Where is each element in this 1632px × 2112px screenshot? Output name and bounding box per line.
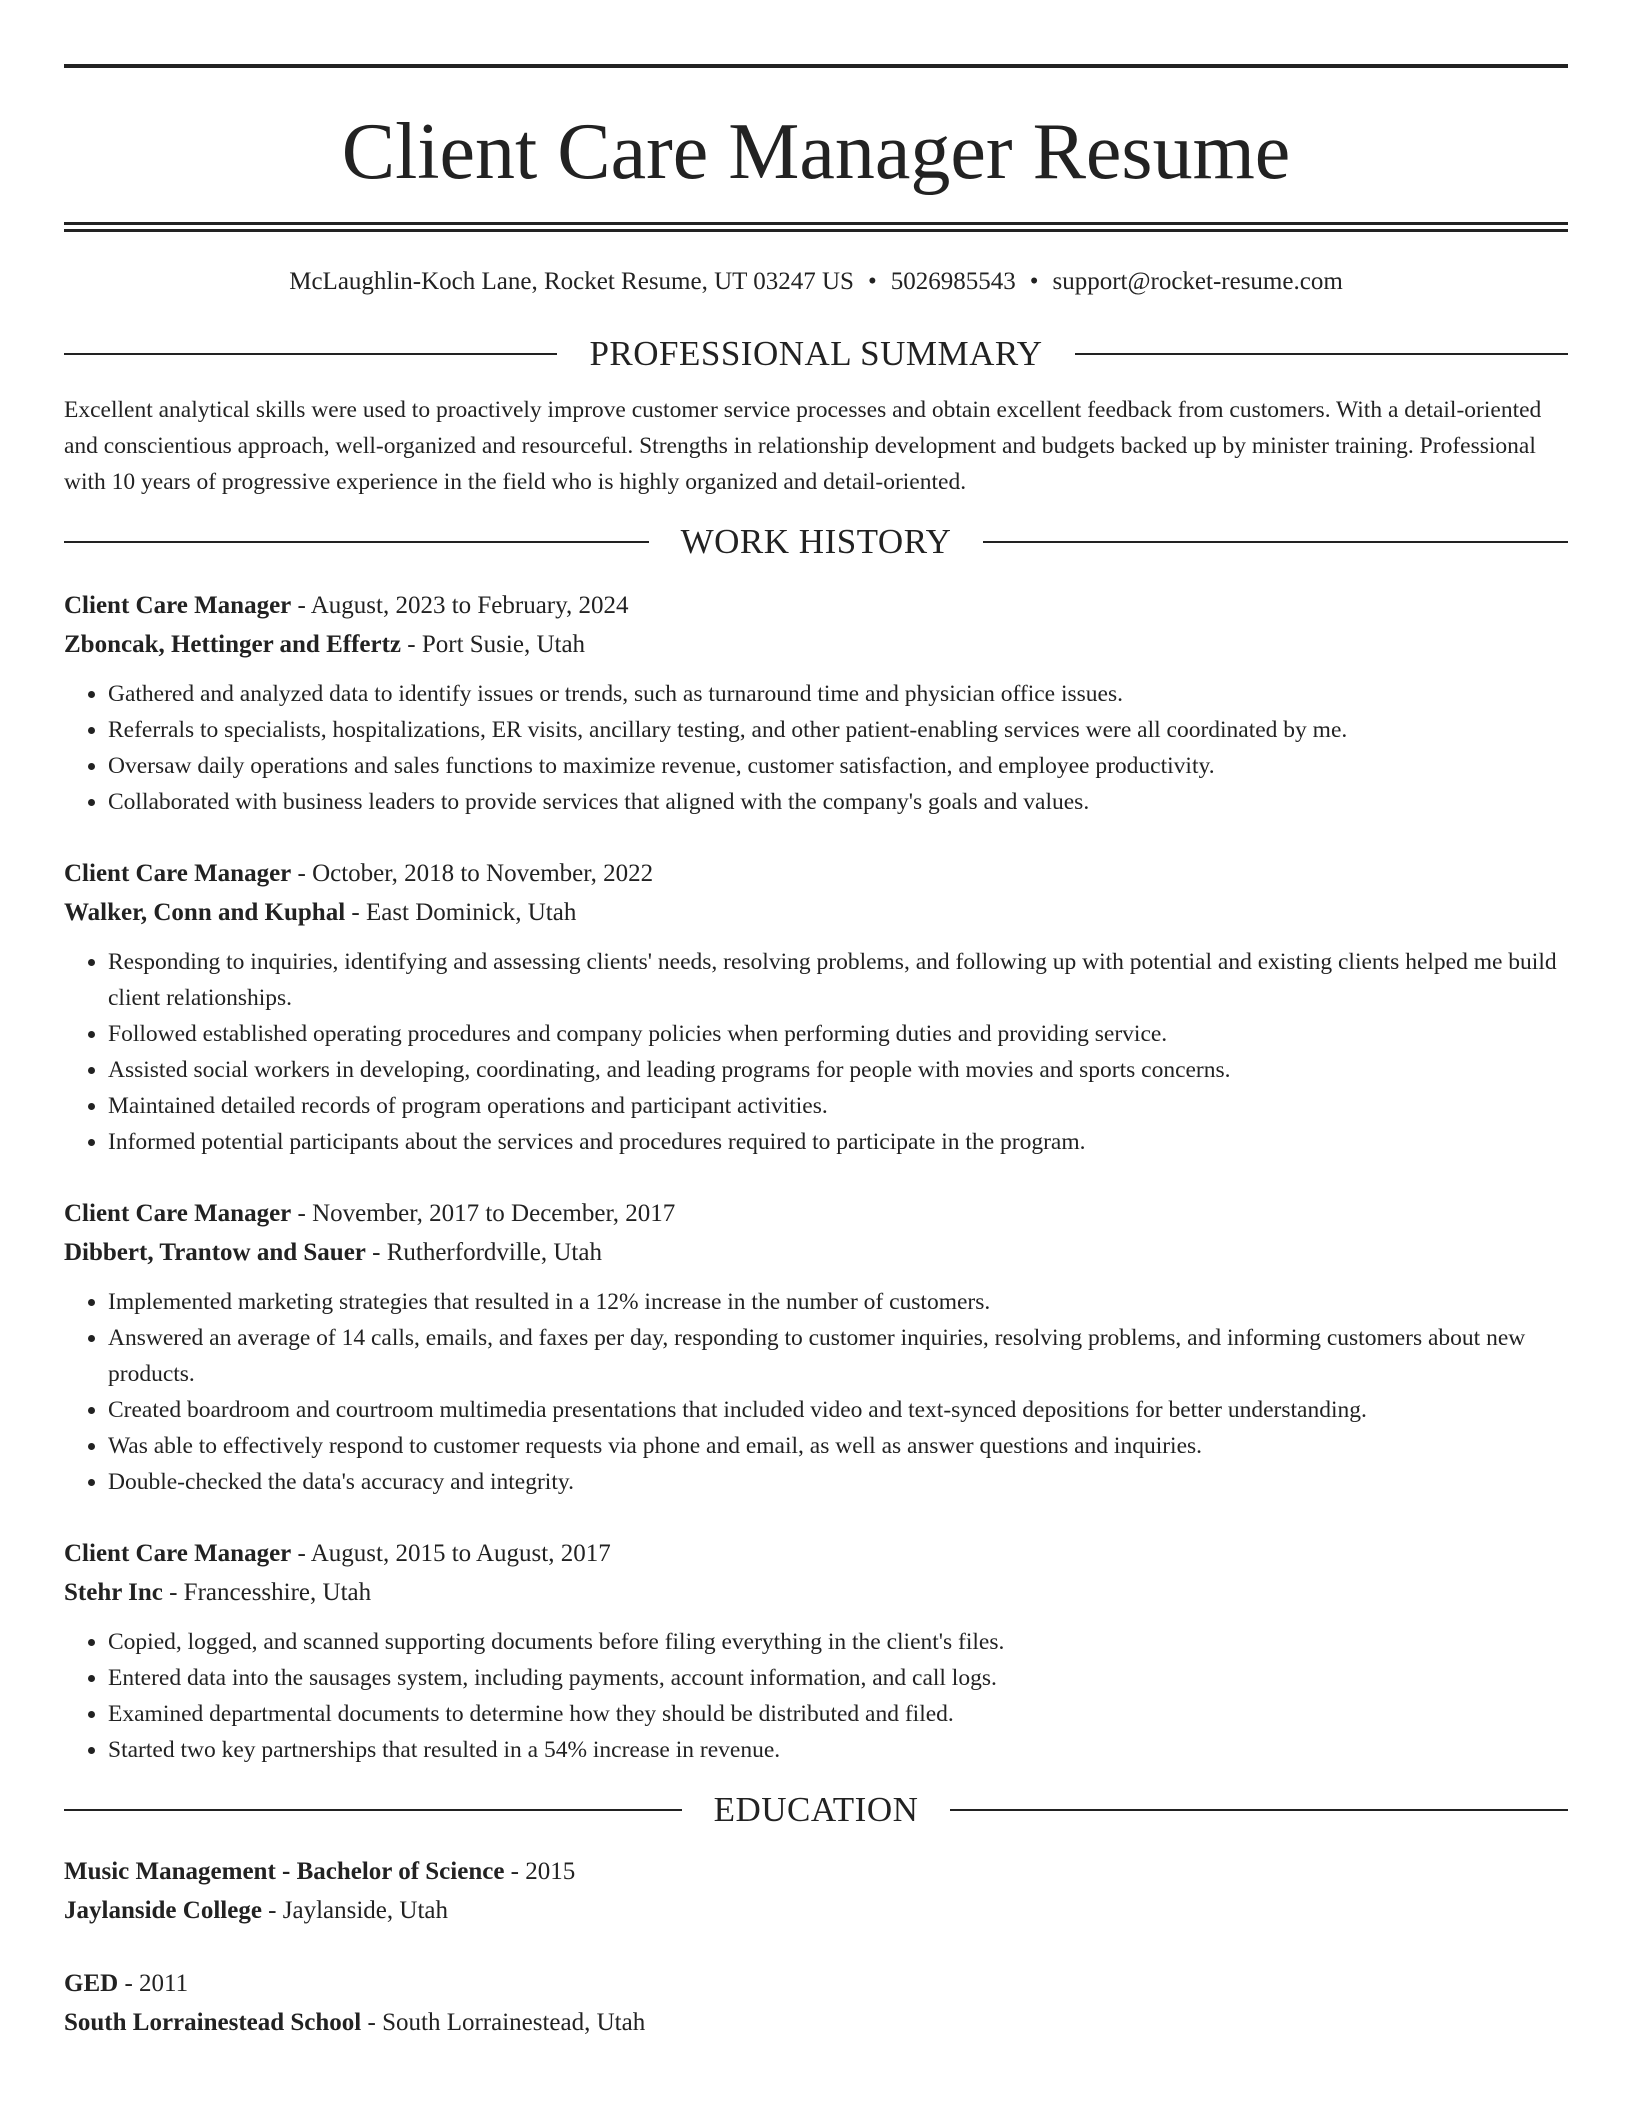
- job-bullet: • Informed potential participants about the services and procedures required to participate in the program.: [108, 1124, 1568, 1160]
- contact-address: McLaughlin-Koch Lane, Rocket Resume, UT 03247 US: [289, 268, 854, 295]
- job-dates: - August, 2015 to August, 2017: [291, 1540, 611, 1567]
- job-title: Client Care Manager: [64, 592, 292, 619]
- education-entry: [64, 1964, 1568, 2042]
- education-school: Jaylanside College: [64, 1897, 262, 1924]
- job-bullet: • Assisted social workers in developing, coordinating, and leading programs for people with movies and sports concerns.: [108, 1052, 1568, 1088]
- heading-rule-right: [950, 1809, 1568, 1811]
- job-title: Client Care Manager: [64, 1540, 292, 1567]
- section-heading-summary: [64, 332, 1568, 376]
- heading-rule-right: [983, 541, 1568, 543]
- job-bullet: • Started two key partnerships that resulted in a 54% increase in revenue.: [108, 1732, 1568, 1768]
- job-bullet: • Copied, logged, and scanned supporting documents before filing everything in the client's files.: [108, 1624, 1568, 1660]
- job-bullet: • Maintained detailed records of program operations and participant activities.: [108, 1088, 1568, 1124]
- job-bullet: • Collaborated with business leaders to provide services that aligned with the company's goals and values.: [108, 784, 1568, 820]
- heading-rule-right: [1075, 353, 1568, 355]
- section-heading-work: [64, 520, 1568, 564]
- contact-line: [64, 266, 1568, 298]
- job-bullet: • Entered data into the sausages system, including payments, account information, and call logs.: [108, 1660, 1568, 1696]
- job-title: Client Care Manager: [64, 860, 292, 887]
- job-company: Dibbert, Trantow and Sauer: [64, 1239, 366, 1266]
- job-location: - Rutherfordville, Utah: [365, 1239, 602, 1266]
- contact-separator: •: [1029, 268, 1039, 295]
- job-bullet: • Created boardroom and courtroom multimedia presentations that included video and text-synced depositions for better understanding.: [108, 1392, 1568, 1428]
- education-year: - 2011: [118, 1970, 189, 1997]
- summary-text: Excellent analytical skills were used to proactively improve customer service processes and obtain excellent feedback from customers. With a detail-oriented and conscientious approach, well-organized and resourceful. Strengths in relationship development and budgets backed up by minister training. Professional with 10 years of progressive experience in the field who is highly organized and detail-oriented.: [64, 397, 1542, 495]
- job-entry: [64, 1194, 1568, 1500]
- job-bullet: • Followed established operating procedures and company policies when performing duties and providing service.: [108, 1016, 1568, 1052]
- job-dates: - November, 2017 to December, 2017: [291, 1200, 676, 1227]
- heading-rule-left: [64, 353, 557, 355]
- job-bullets: [64, 944, 1568, 1160]
- title-double-rule: [64, 222, 1568, 232]
- job-company: Walker, Conn and Kuphal: [64, 899, 346, 926]
- education-school: South Lorrainestead School: [64, 2009, 362, 2036]
- job-bullet: • Implemented marketing strategies that resulted in a 12% increase in the number of customers.: [108, 1284, 1568, 1320]
- section-heading-education: [64, 1788, 1568, 1832]
- job-entry: [64, 586, 1568, 820]
- job-location: - East Dominick, Utah: [345, 899, 577, 926]
- education-degree: GED: [64, 1970, 119, 1997]
- section-title: WORK HISTORY: [680, 522, 952, 561]
- contact-phone: 5026985543: [890, 268, 1016, 295]
- resume-page: [64, 64, 1568, 2042]
- job-entry: [64, 1534, 1568, 1768]
- education-entry: [64, 1852, 1568, 1930]
- job-bullet: • Was able to effectively respond to customer requests via phone and email, as well as answer questions and inquiries.: [108, 1428, 1568, 1464]
- education-location: - South Lorrainestead, Utah: [361, 2009, 646, 2036]
- job-bullet: • Gathered and analyzed data to identify issues or trends, such as turnaround time and physician office issues.: [108, 676, 1568, 712]
- job-company: Stehr Inc: [64, 1579, 163, 1606]
- job-bullet: • Examined departmental documents to determine how they should be distributed and filed.: [108, 1696, 1568, 1732]
- job-bullets: [64, 1284, 1568, 1500]
- education-degree: Music Management - Bachelor of Science: [64, 1858, 505, 1885]
- job-location: - Port Susie, Utah: [401, 631, 586, 658]
- job-location: - Francesshire, Utah: [162, 1579, 372, 1606]
- top-rule: [64, 64, 1568, 68]
- page-title: Client Care Manager Resume: [341, 108, 1291, 196]
- job-entry: [64, 854, 1568, 1160]
- job-bullet: • Referrals to specialists, hospitalizations, ER visits, ancillary testing, and other patient-enabling services were all coordinated by me.: [108, 712, 1568, 748]
- job-dates: - October, 2018 to November, 2022: [291, 860, 654, 887]
- job-bullet: • Oversaw daily operations and sales functions to maximize revenue, customer satisfaction, and employee productivity.: [108, 748, 1568, 784]
- education-location: - Jaylanside, Utah: [261, 1897, 448, 1924]
- education-year: - 2015: [504, 1858, 576, 1885]
- section-title: PROFESSIONAL SUMMARY: [589, 334, 1043, 373]
- job-dates: - August, 2023 to February, 2024: [291, 592, 629, 619]
- job-bullet: • Responding to inquiries, identifying and assessing clients' needs, resolving problems, and following up with potential and existing clients helped me build client relationships.: [108, 944, 1568, 1016]
- job-company: Zboncak, Hettinger and Effertz: [64, 631, 402, 658]
- contact-separator: •: [867, 268, 877, 295]
- heading-rule-left: [64, 1809, 682, 1811]
- job-bullet: • Double-checked the data's accuracy and integrity.: [108, 1464, 1568, 1500]
- job-bullets: [64, 676, 1568, 820]
- contact-email: support@rocket-resume.com: [1052, 268, 1343, 295]
- heading-rule-left: [64, 541, 649, 543]
- job-bullets: [64, 1624, 1568, 1768]
- job-title: Client Care Manager: [64, 1200, 292, 1227]
- job-bullet: • Answered an average of 14 calls, emails, and faxes per day, responding to customer inquiries, resolving problems, and informing customers about new products.: [108, 1320, 1568, 1392]
- section-title: EDUCATION: [713, 1790, 919, 1829]
